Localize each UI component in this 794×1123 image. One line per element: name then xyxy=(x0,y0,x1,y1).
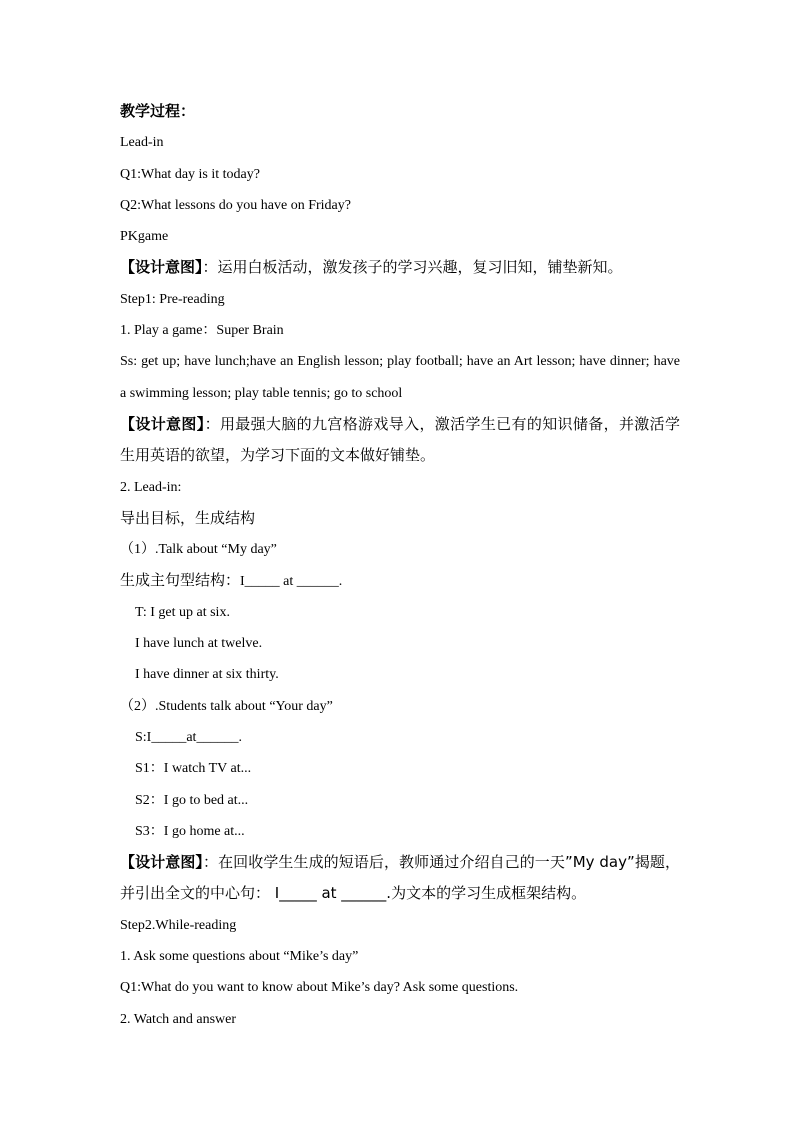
student-line: S1：I watch TV at... xyxy=(135,761,252,777)
structure-label: 生成主句型结构： xyxy=(120,571,241,590)
leadin2-goal: 导出目标，生成结构 xyxy=(120,508,256,527)
leadin2-structure xyxy=(120,565,680,596)
teacher-line: I have lunch at twelve. xyxy=(135,636,263,652)
design-intent-text: ：用最强大脑的九宫格游戏导入，激活学生已有的知识储备，并激活学生用英语的欲望，为学习下面的文本做好铺垫。 xyxy=(120,414,680,465)
student-line: S3：I go home at... xyxy=(135,823,245,839)
step2-title: Step2.While-reading xyxy=(120,917,237,933)
student-line: S2：I go to bed at... xyxy=(135,792,249,808)
design-intent-tag: 【设计意图】 xyxy=(120,414,205,433)
teacher-line: I have dinner at six thirty. xyxy=(135,667,279,683)
design-intent-1 xyxy=(120,252,680,283)
leadin-question-1: Q1:What day is it today? xyxy=(120,166,260,182)
leadin-label: Lead-in xyxy=(120,135,164,151)
step1-item-1: 1. Play a game：Super Brain xyxy=(120,323,284,339)
leadin2-sub-1: （1）.Talk about “My day” xyxy=(120,542,277,558)
step2-item-2: 2. Watch and answer xyxy=(120,1011,237,1027)
design-intent-3 xyxy=(120,847,680,910)
teacher-line: T: I get up at six. xyxy=(135,604,230,620)
design-intent-text: ：在回收学生生成的短语后，教师通过介绍自己的一天”My day”揭题，并引出全文的中心句： I_____ at ______.为文本的学习生成框架结构。 xyxy=(120,853,680,903)
design-intent-tag: 【设计意图】 xyxy=(120,258,203,277)
leadin2-sub-2: （2）.Students talk about “Your day” xyxy=(120,698,333,714)
lesson-plan-page xyxy=(120,96,680,1035)
step1-title: Step1: Pre-reading xyxy=(120,291,225,307)
leadin-question-2: Q2:What lessons do you have on Friday? xyxy=(120,197,351,213)
step1-phrases: Ss: get up; have lunch;have an English lesson; play football; have an Art lesson; have dinner; have a swimming lesson; play table tennis; go to school xyxy=(120,354,680,401)
leadin2-title: 2. Lead-in: xyxy=(120,479,182,495)
step2-item-1: 1. Ask some questions about “Mike’s day” xyxy=(120,949,359,965)
step2-question-1: Q1:What do you want to know about Mike’s day? Ask some questions. xyxy=(120,980,519,996)
design-intent-text: ：运用白板活动，激发孩子的学习兴趣，复习旧知，铺垫新知。 xyxy=(202,258,623,277)
student-line: S:I_____at______. xyxy=(135,729,242,745)
leadin-game: PKgame xyxy=(120,229,169,245)
section-heading: 教学过程： xyxy=(120,102,196,120)
structure-sentence: I_____ at ______. xyxy=(240,574,343,590)
design-intent-2 xyxy=(120,409,680,472)
design-intent-tag: 【设计意图】 xyxy=(120,853,203,872)
